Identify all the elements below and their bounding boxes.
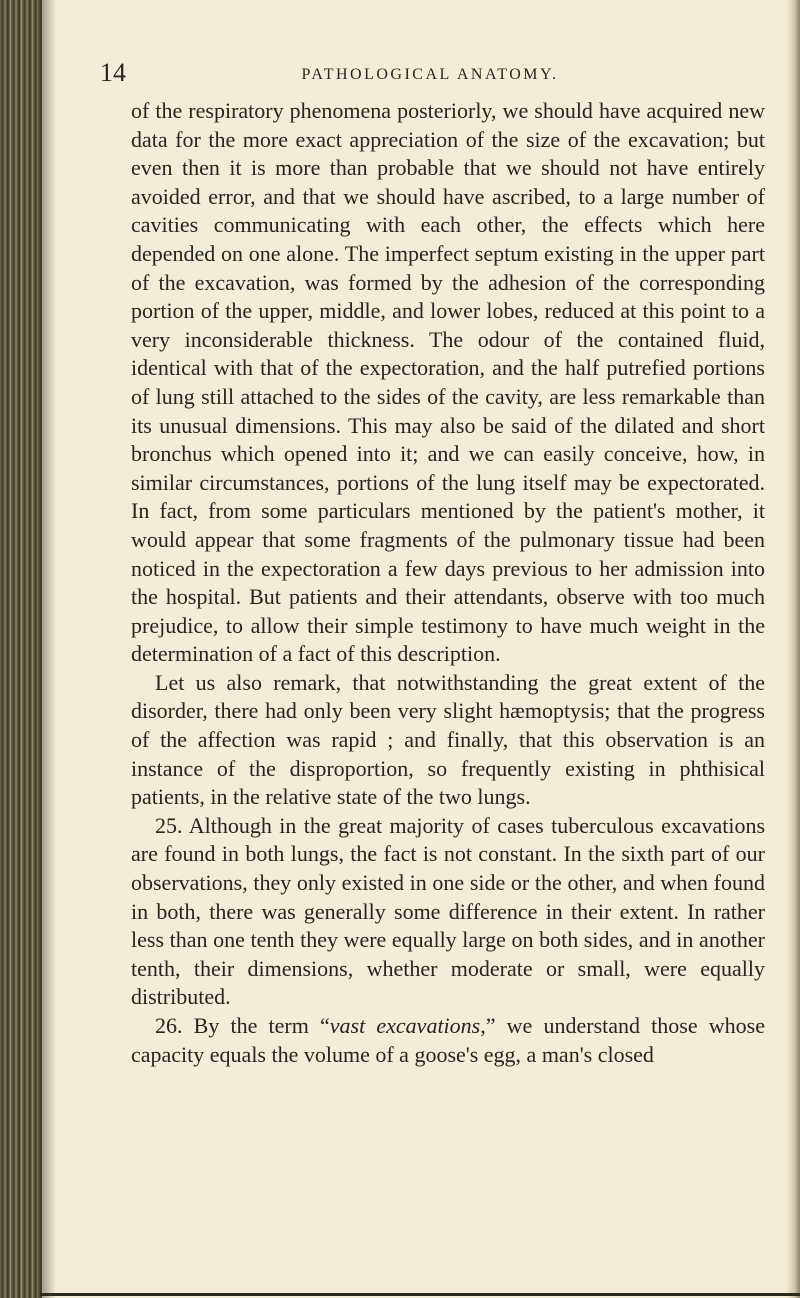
- page-header: [100, 60, 760, 90]
- gutter-shadow: [38, 0, 56, 1298]
- page-edge-shadow: [786, 0, 800, 1298]
- paragraph-section-26-lead: 26. By the term “: [155, 1013, 330, 1038]
- body-text: [131, 97, 765, 1069]
- paragraph-section-25: 25. Although in the great majority of cases tuberculous excavations are found in both lungs, the fact is not constant. In the sixth part of our observations, they only existed in one side or the other, and when found in both, there was generally some difference in their extent. In rather less than one tenth they were equally large on both sides, and in another tenth, their dimensions, whether moderate or small, were equally distributed.: [131, 812, 765, 1010]
- paragraph-remark: Let us also remark, that notwithstanding the great extent of the disorder, there had only been very slight hæmoptysis; that the progress of the affection was rapid ; and finally, that this observation is an instance of the disproportion, so frequently existing in phthisical patients, in the relative state of the two lungs.: [131, 669, 765, 810]
- page-number: 14: [100, 58, 126, 87]
- binding-gutter: [0, 0, 42, 1298]
- running-head: PATHOLOGICAL ANATOMY.: [301, 66, 559, 83]
- term-vast-excavations: vast excavations: [329, 1013, 481, 1038]
- paragraph-section-26: [131, 1012, 765, 1069]
- bottom-edge-rule: [40, 1293, 800, 1296]
- paragraph-continued: of the respiratory phenomena posteriorly, we should have acquired new data for the more exact appreciation of the size of the excavation; but even then it is more than probable that we should not have entirely avoided error, and that we should have ascribed, to a large number of cavities communicating with each other, the effects which here depended on one alone. The imperfect septum existing in the upper part of the excavation, was formed by the adhesion of the corresponding portion of the upper, middle, and lower lobes, reduced at this point to a very inconsiderable thickness. The odour of the contained fluid, identical with that of the expectoration, and the half putrefied portions of lung still attached to the sides of the cavity, are less remarkable than its unusual dimensions. This may also be said of the dilated and short bronchus which opened into it; and we can easily conceive, how, in similar circumstances, portions of the lung itself may be expectorated. In fact, from some particulars mentioned by the patient's mother, it would appear that some fragments of the pulmonary tissue had been noticed in the expectoration a few days previous to her admission into the hospital. But patients and their attendants, observe with too much prejudice, to allow their simple testimony to have much weight in the determination of a fact of this description.: [131, 98, 765, 667]
- paragraph-section-26-rest: ,” we understand those whose capacity equals the volume of a goose's egg, a man's closed: [131, 1013, 765, 1067]
